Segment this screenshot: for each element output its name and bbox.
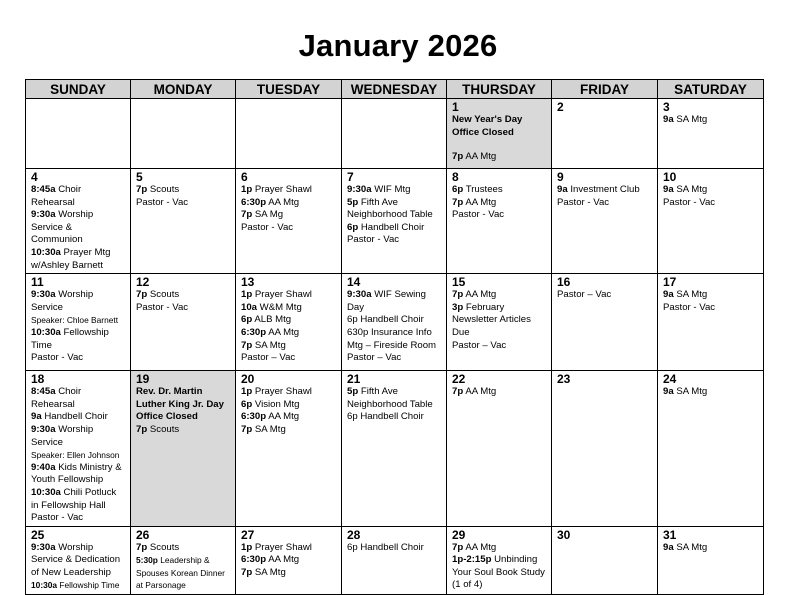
event-text: Pastor - Vac: [31, 512, 84, 524]
event-time: 7p: [136, 423, 148, 435]
event-text: Fellowship Time: [57, 580, 120, 591]
day-cell: [658, 274, 764, 371]
event-time: 1p: [241, 386, 253, 398]
day-cell: [26, 169, 131, 274]
event-item: [136, 184, 231, 197]
day-number: 8: [452, 170, 459, 184]
day-cell: [447, 274, 552, 371]
day-number: 12: [136, 275, 150, 290]
day-number: 13: [241, 275, 255, 290]
event-text: 6p Handbell Choir: [347, 541, 424, 553]
event-item: [136, 197, 231, 210]
event-item: [241, 302, 337, 315]
event-time: Office Closed: [136, 411, 198, 423]
event-item: [31, 462, 126, 487]
event-text: W&M Mtg: [257, 301, 302, 313]
day-cell: [552, 371, 658, 527]
event-item: [663, 302, 759, 315]
event-time: 9a: [663, 184, 674, 195]
event-item: [136, 386, 231, 411]
event-text: ALB Mtg: [252, 314, 292, 326]
event-item: [241, 567, 337, 580]
day-number: 14: [347, 275, 361, 290]
event-time: 9:30a: [31, 541, 56, 553]
day-number: 25: [31, 527, 45, 542]
event-item: [31, 579, 126, 592]
day-number: 23: [557, 372, 571, 387]
day-number: 4: [31, 170, 38, 184]
day-number: 22: [452, 372, 466, 387]
event-item: [136, 542, 231, 555]
event-text: Fellowship Time: [31, 326, 109, 351]
week-row: [26, 371, 764, 527]
calendar-grid: [25, 79, 764, 595]
day-cell: [131, 526, 236, 594]
event-item: [347, 314, 442, 327]
day-number: 11: [31, 275, 44, 290]
event-text: Prayer Shawl: [252, 184, 312, 195]
event-item: [452, 114, 547, 127]
day-cell: [236, 526, 342, 594]
event-text: Pastor - Vac: [241, 221, 294, 233]
event-item: [452, 209, 547, 222]
event-text: Investment Club: [567, 184, 640, 195]
day-number: 27: [241, 527, 255, 542]
event-item: [663, 542, 759, 555]
day-cell: [26, 274, 131, 371]
event-text: AA Mtg: [463, 289, 497, 301]
event-item: [452, 184, 547, 197]
event-item: [241, 197, 337, 210]
event-text: WIF Mtg: [371, 184, 411, 195]
event-time: 7p: [452, 196, 464, 208]
event-item: [663, 386, 759, 399]
event-item: [663, 114, 759, 127]
event-time: 10:30a: [31, 486, 61, 498]
day-number: 15: [452, 275, 466, 290]
day-cell: [342, 526, 447, 594]
week-row: [26, 169, 764, 274]
day-cell: [658, 99, 764, 169]
event-item: [241, 386, 337, 399]
event-item: [136, 289, 231, 302]
day-number: 9: [557, 170, 564, 184]
event-item: [452, 289, 547, 302]
weekday-header: MONDAY: [131, 80, 236, 99]
event-time: 7p: [241, 209, 253, 221]
event-item: [31, 209, 126, 247]
event-time: Office Closed: [452, 126, 514, 138]
event-item: [31, 424, 126, 449]
day-cell: [26, 371, 131, 527]
event-item: [31, 487, 126, 512]
event-text: Prayer Shawl: [252, 386, 312, 398]
day-cell: [658, 526, 764, 594]
event-text: SA Mtg: [673, 289, 708, 301]
event-item: [347, 197, 442, 222]
event-item: [241, 554, 337, 567]
event-time: 6:30p: [241, 196, 267, 208]
event-time: 7p: [452, 151, 464, 163]
event-time: 1p-2:15p: [452, 554, 492, 566]
day-number: 5: [136, 170, 143, 184]
event-text: Speaker: Chloe Barnett: [31, 315, 119, 326]
event-time: 6:30p: [241, 554, 267, 566]
event-text: Chili Potluck in Fellowship Hall: [31, 486, 117, 511]
event-text: AA Mtg: [266, 326, 300, 338]
event-item: [31, 542, 126, 580]
event-item: [241, 424, 337, 437]
event-time: 9:30a: [347, 289, 372, 301]
day-cell: [447, 169, 552, 274]
day-cell: [131, 99, 236, 169]
event-text: AA Mtg: [463, 151, 497, 163]
event-time: Rev. Dr. Martin Luther King Jr. Day: [136, 386, 224, 410]
event-item: [241, 209, 337, 222]
day-number: 20: [241, 372, 255, 387]
event-item: [347, 386, 442, 411]
event-text: Pastor - Vac: [136, 196, 189, 208]
event-time: 7p: [241, 566, 253, 578]
day-cell: [236, 99, 342, 169]
event-time: 6p: [241, 314, 253, 326]
day-number: 21: [347, 372, 361, 387]
event-item: [452, 151, 547, 164]
event-text: Pastor – Vac: [241, 352, 296, 364]
event-time: 1p: [241, 541, 253, 553]
week-row: [26, 526, 764, 594]
event-item: [241, 340, 337, 353]
day-cell: [236, 371, 342, 527]
event-item: [452, 386, 547, 399]
event-text: AA Mtg: [463, 541, 497, 553]
event-text: 630p Insurance Info Mtg – Fireside Room: [347, 326, 437, 351]
event-item: [31, 314, 126, 327]
weekday-header: TUESDAY: [236, 80, 342, 99]
event-text: Pastor - Vac: [663, 196, 716, 208]
event-item: [31, 411, 126, 424]
event-item: [452, 554, 547, 592]
weekday-header: FRIDAY: [552, 80, 658, 99]
event-time: 9a: [31, 411, 42, 423]
event-text: SA Mtg: [252, 423, 286, 435]
event-text: Scouts: [147, 541, 180, 553]
day-number: 26: [136, 527, 150, 542]
event-item: [347, 411, 442, 424]
event-time: 5:30p: [136, 555, 158, 566]
event-time: 9a: [663, 289, 674, 301]
event-item: [136, 411, 231, 424]
event-time: 8:45a: [31, 184, 56, 195]
event-text: Fifth Ave Neighborhood Table: [347, 386, 433, 410]
event-time: New Year's Day: [452, 114, 523, 125]
event-text: Vision Mtg: [252, 398, 300, 410]
event-time: 9a: [557, 184, 568, 195]
day-cell: [26, 526, 131, 594]
event-time: 7p: [452, 386, 464, 398]
event-item: [347, 327, 442, 352]
event-text: AA Mtg: [266, 411, 300, 423]
day-number: 16: [557, 275, 571, 290]
event-text: Speaker: Ellen Johnson: [31, 450, 120, 461]
event-item: [347, 289, 442, 314]
event-text: Scouts: [147, 423, 180, 435]
event-item: [31, 352, 126, 365]
event-time: 7p: [452, 289, 464, 301]
event-time: 9a: [663, 541, 674, 553]
event-item: [31, 184, 126, 209]
day-cell: [658, 371, 764, 527]
event-item: [347, 352, 442, 365]
event-time: 9:30a: [31, 423, 56, 435]
event-time: 9:30a: [31, 289, 56, 301]
day-number: 7: [347, 170, 354, 184]
event-time: 7p: [136, 289, 148, 301]
day-number: 18: [31, 372, 45, 387]
event-time: 6p: [347, 221, 359, 233]
event-text: Pastor - Vac: [663, 301, 716, 313]
event-text: Pastor - Vac: [452, 209, 505, 221]
event-item: [557, 184, 653, 197]
event-item: [241, 352, 337, 365]
event-time: 10:30a: [31, 580, 58, 591]
event-time: 1p: [241, 289, 253, 301]
event-text: AA Mtg: [266, 554, 300, 566]
event-time: 10:30a: [31, 246, 61, 258]
event-text: Pastor – Vac: [557, 289, 612, 301]
event-item: [663, 289, 759, 302]
day-cell: [658, 169, 764, 274]
day-number: 31: [663, 527, 677, 542]
weekday-header-row: [26, 80, 764, 99]
event-item: [347, 542, 442, 555]
weekday-header: SATURDAY: [658, 80, 764, 99]
event-item: [31, 289, 126, 314]
event-text: AA Mtg: [463, 386, 497, 398]
event-item: [241, 542, 337, 555]
event-time: 9:40a: [31, 461, 56, 473]
event-text: Fifth Ave Neighborhood Table: [347, 196, 433, 221]
day-number: 29: [452, 527, 466, 542]
event-item: [31, 247, 126, 272]
day-cell: [236, 169, 342, 274]
event-text: Worship Service: [31, 423, 94, 448]
event-time: 5p: [347, 386, 359, 398]
weekday-header: SUNDAY: [26, 80, 131, 99]
event-text: Pastor - Vac: [347, 234, 400, 246]
event-text: Scouts: [147, 289, 180, 301]
event-item: [452, 340, 547, 353]
event-text: Trustees: [463, 184, 503, 195]
event-text: Worship Service & Communion: [31, 209, 94, 246]
event-time: 6p: [241, 398, 253, 410]
day-number: 19: [136, 372, 150, 387]
event-time: 1p: [241, 184, 253, 195]
event-item: [452, 302, 547, 340]
event-item: [241, 222, 337, 235]
event-item: [557, 197, 653, 210]
event-item: [241, 411, 337, 424]
event-time: 9:30a: [347, 184, 372, 195]
day-cell: [26, 99, 131, 169]
week-row: [26, 99, 764, 169]
day-cell: [342, 371, 447, 527]
event-item: [241, 289, 337, 302]
event-time: 6:30p: [241, 326, 267, 338]
day-cell: [342, 274, 447, 371]
day-number: 28: [347, 527, 361, 542]
event-text: Worship Service & Dedication of New Leadership: [31, 541, 121, 578]
day-cell: [552, 169, 658, 274]
event-text: Pastor - Vac: [31, 352, 84, 364]
event-item: [347, 184, 442, 197]
event-time: 5p: [347, 196, 359, 208]
day-cell: [447, 526, 552, 594]
day-number: 1: [452, 100, 459, 114]
event-item: [136, 554, 231, 592]
event-item: [241, 314, 337, 327]
event-time: 7p: [136, 184, 148, 195]
event-text: AA Mtg: [266, 196, 300, 208]
event-item: [347, 234, 442, 247]
event-item: [663, 197, 759, 210]
event-text: Handbell Choir: [41, 411, 108, 423]
event-item: [241, 399, 337, 412]
event-text: SA Mtg: [673, 541, 708, 553]
event-item: [557, 289, 653, 302]
day-number: 24: [663, 372, 677, 387]
event-text: WIF Sewing Day: [347, 289, 426, 313]
event-text: Scouts: [147, 184, 180, 195]
event-text: Handbell Choir: [358, 221, 425, 233]
event-text: 6p Handbell Choir: [347, 411, 424, 423]
event-text: February Newsletter Articles Due: [452, 301, 531, 338]
event-item: [31, 449, 126, 462]
event-text: SA Mg: [252, 209, 284, 221]
event-text: Choir Rehearsal: [31, 184, 82, 208]
day-cell: [342, 169, 447, 274]
event-time: 6p: [452, 184, 464, 195]
event-text: Prayer Mtg w/Ashley Barnett: [31, 246, 111, 271]
event-time: 10a: [241, 301, 258, 313]
event-time: 9a: [663, 386, 674, 398]
event-item: [452, 542, 547, 555]
event-text: SA Mtg: [673, 386, 708, 398]
event-item: [347, 222, 442, 235]
day-cell: [131, 169, 236, 274]
day-number: 2: [557, 100, 564, 114]
event-item: [663, 184, 759, 197]
event-time: 7p: [241, 423, 253, 435]
event-time: 6:30p: [241, 411, 267, 423]
day-number: 3: [663, 100, 670, 114]
event-text: AA Mtg: [463, 196, 497, 208]
event-time: 3p: [452, 301, 464, 313]
event-text: Unbinding Your Soul Book Study (1 of 4): [452, 554, 545, 591]
day-cell: [447, 371, 552, 527]
event-item: [241, 184, 337, 197]
day-cell: [447, 99, 552, 169]
event-time: 9:30a: [31, 209, 56, 221]
calendar-title: January 2026: [298, 28, 498, 63]
event-text: Kids Ministry & Youth Fellowship: [31, 461, 122, 486]
weekday-header: WEDNESDAY: [342, 80, 447, 99]
event-item: [452, 197, 547, 210]
day-cell: [552, 526, 658, 594]
event-time: 9a: [663, 114, 674, 125]
day-cell: [131, 274, 236, 371]
weekday-header: THURSDAY: [447, 80, 552, 99]
event-time: 10:30a: [31, 326, 61, 338]
event-text: Prayer Shawl: [252, 541, 312, 553]
event-time: 7p: [241, 339, 253, 351]
event-text: Prayer Shawl: [252, 289, 312, 301]
event-text: Pastor - Vac: [557, 196, 610, 208]
event-item: [136, 302, 231, 315]
day-number: 6: [241, 170, 248, 184]
event-time: 7p: [452, 541, 464, 553]
event-item: [241, 327, 337, 340]
event-item: [31, 386, 126, 411]
event-item: [136, 424, 231, 437]
event-time: 7p: [136, 541, 148, 553]
spacer: [452, 139, 547, 151]
event-item: [452, 127, 547, 140]
event-text: Choir Rehearsal: [31, 386, 82, 410]
event-text: Leadership & Spouses Korean Dinner at Parsonage: [136, 555, 225, 591]
day-cell: [236, 274, 342, 371]
week-row: [26, 274, 764, 371]
event-item: [31, 327, 126, 352]
event-text: SA Mtg: [252, 566, 286, 578]
day-cell: [552, 274, 658, 371]
day-cell: [131, 371, 236, 527]
day-number: 30: [557, 527, 571, 542]
event-text: SA Mtg: [673, 114, 708, 125]
event-text: Pastor - Vac: [136, 301, 189, 313]
event-text: Pastor – Vac: [452, 339, 507, 351]
day-cell: [342, 99, 447, 169]
event-item: [31, 512, 126, 525]
event-text: SA Mtg: [252, 339, 286, 351]
event-text: 6p Handbell Choir: [347, 314, 424, 326]
day-number: 17: [663, 275, 677, 290]
day-number: 10: [663, 170, 677, 184]
day-cell: [552, 99, 658, 169]
event-text: Worship Service: [31, 289, 94, 313]
event-text: SA Mtg: [673, 184, 708, 195]
event-time: 8:45a: [31, 386, 56, 398]
event-text: Pastor – Vac: [347, 352, 402, 364]
